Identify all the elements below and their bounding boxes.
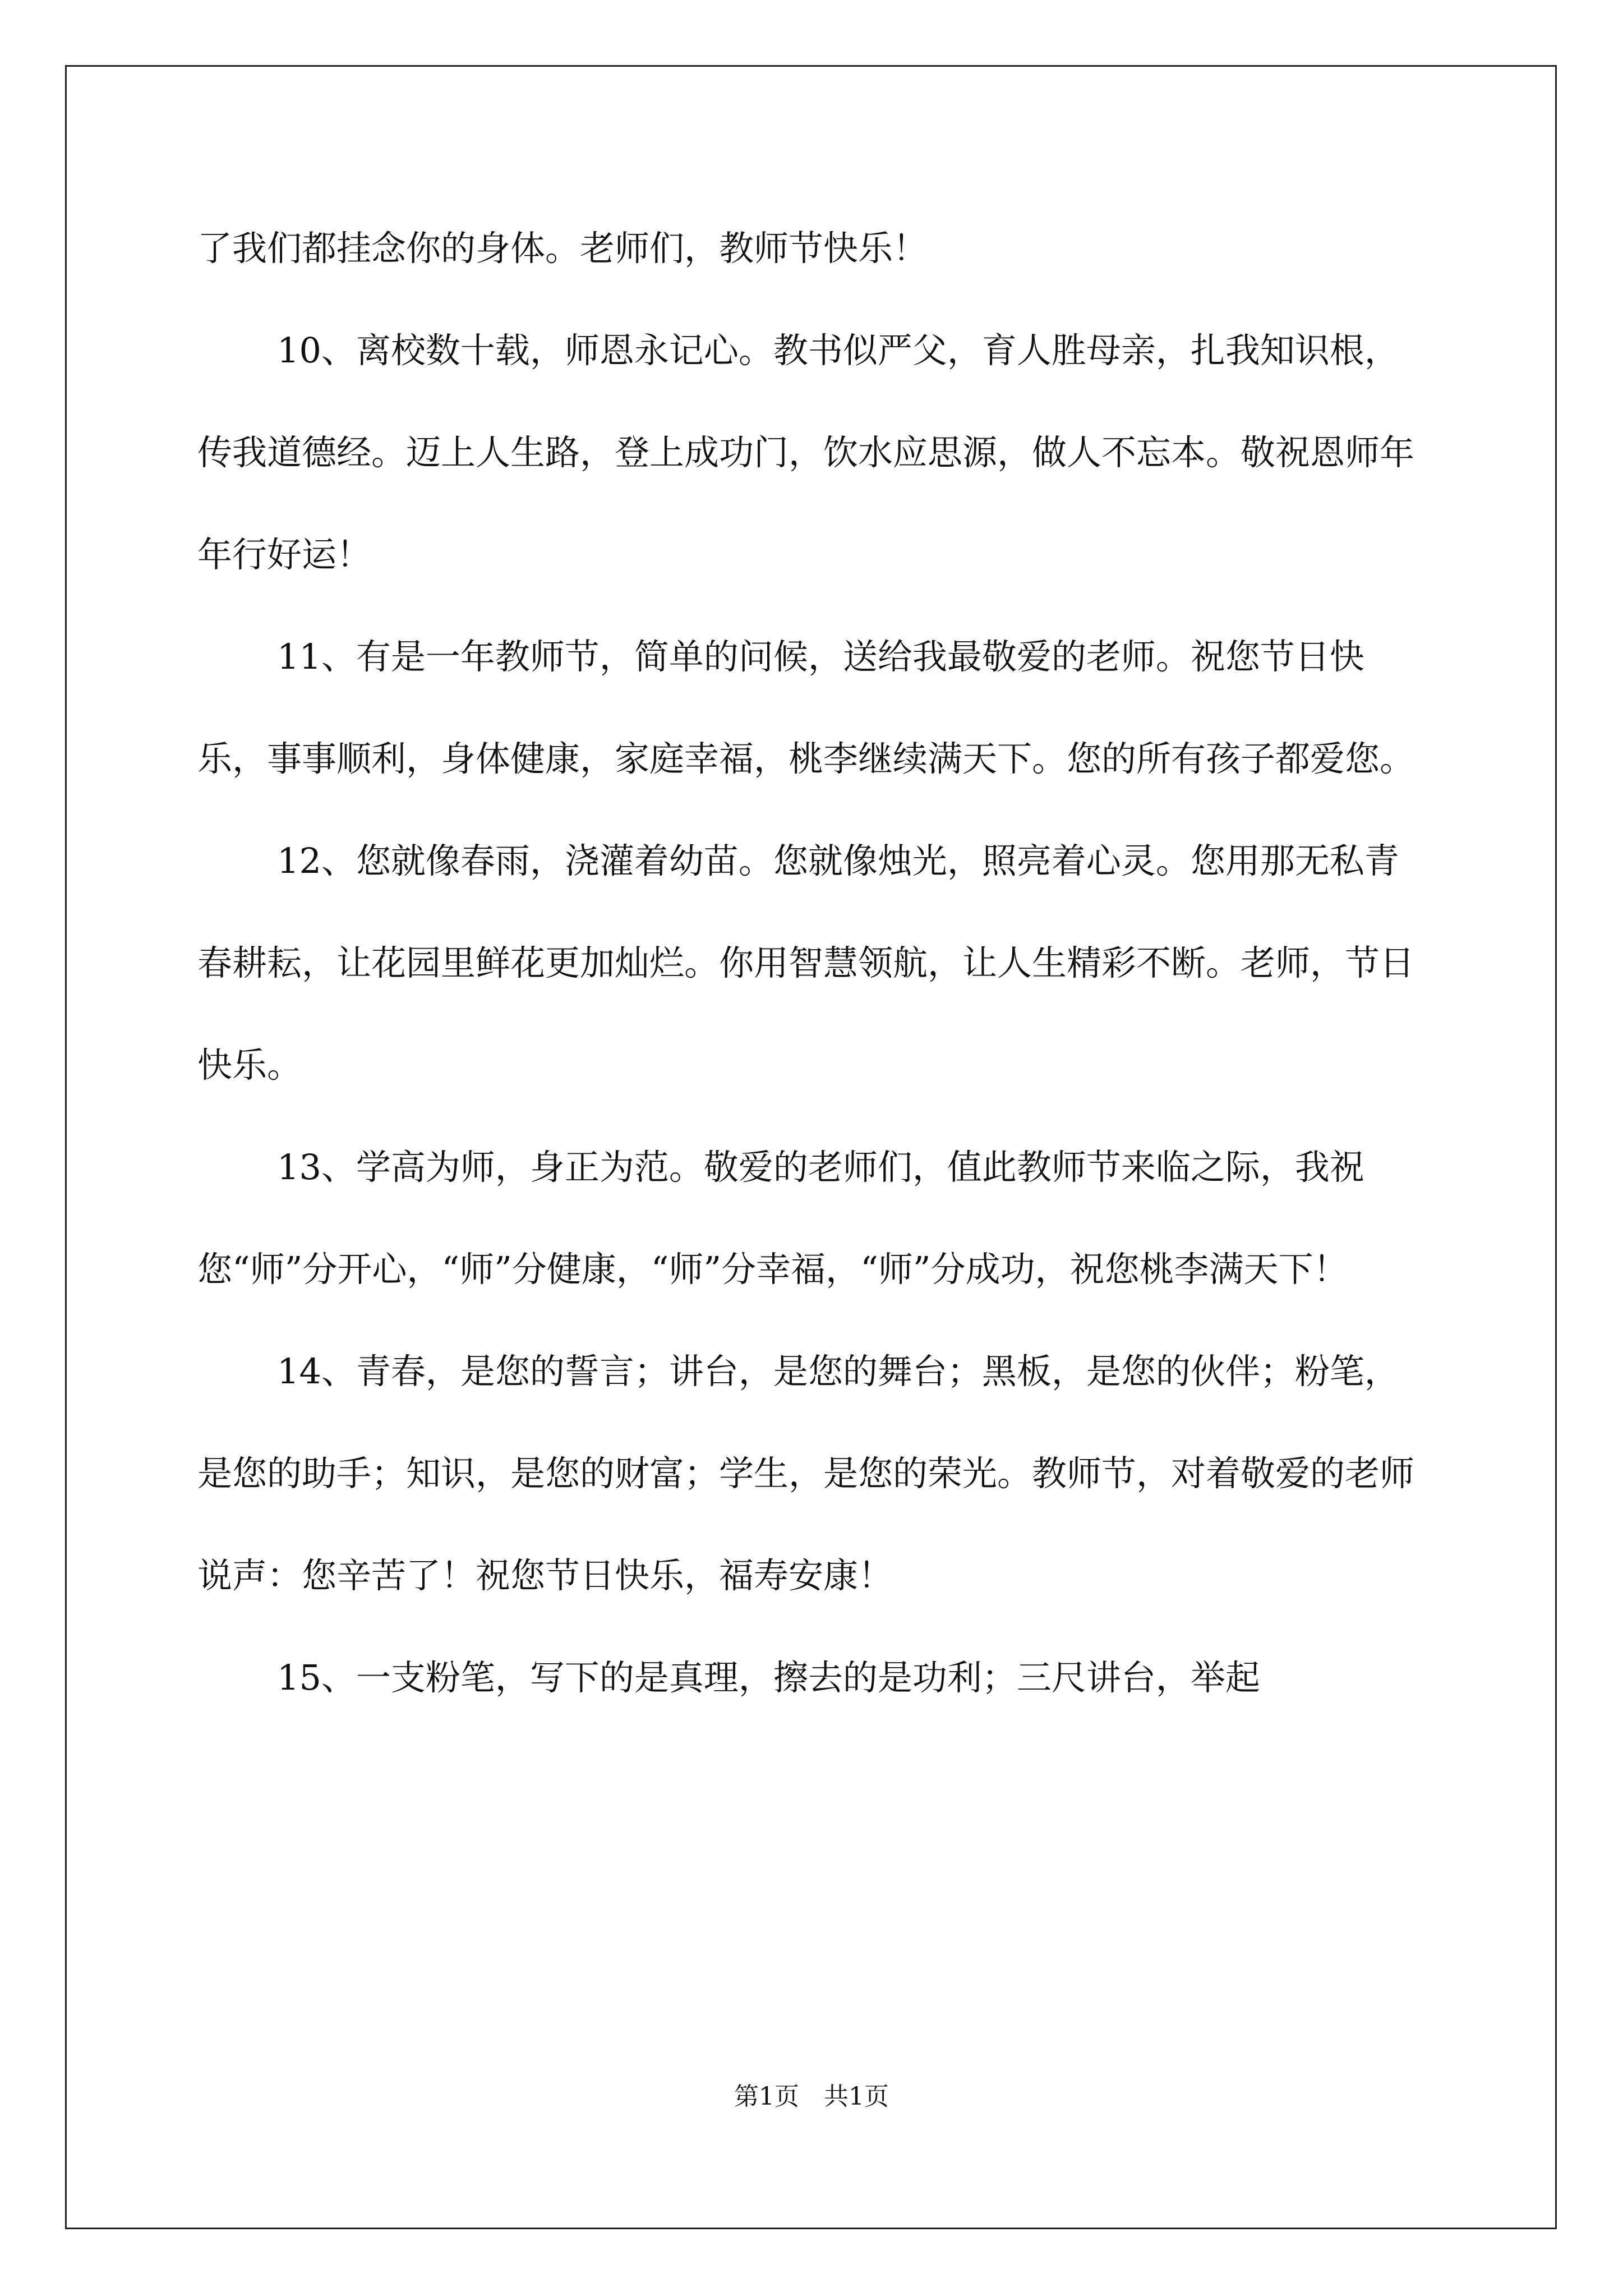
document-body bbox=[197, 197, 1426, 1729]
paragraph-item-12: 12、您就像春雨，浇灌着幼苗。您就像烛光，照亮着心灵。您用那无私青春耕耘，让花园里鲜花更加灿烂。你用智慧领航，让人生精彩不断。老师，节日快乐。 bbox=[197, 840, 1415, 1085]
page-footer bbox=[0, 2081, 1623, 2113]
paragraph-item-11: 11、有是一年教师节，简单的问候，送给我最敬爱的老师。祝您节日快乐，事事顺利，身体健康，家庭幸福，桃李继续满天下。您的所有孩子都爱您。 bbox=[197, 636, 1415, 779]
page-number: 第1页 bbox=[734, 2082, 799, 2111]
paragraph-item-13: 13、学高为师，身正为范。敬爱的老师们，值此教师节来临之际，我祝您“师”分开心，“师”分健康，“师”分幸福，“师”分成功，祝您桃李满天下！ bbox=[197, 1147, 1364, 1290]
paragraph-item-15: 15、一支粉笔，写下的是真理，擦去的是功利；三尺讲台，举起 bbox=[277, 1657, 1260, 1698]
paragraph-continuation: 了我们都挂念你的身体。老师们，教师节快乐！ bbox=[197, 228, 928, 269]
page-total: 共1页 bbox=[824, 2082, 889, 2111]
paragraph-item-14: 14、青春，是您的誓言；讲台，是您的舞台；黑板，是您的伙伴；粉笔，是您的助手；知识，是您的财富；学生，是您的荣光。教师节，对着敬爱的老师说声：您辛苦了！祝您节日快乐，福寿安康！ bbox=[197, 1351, 1415, 1596]
paragraph-item-10: 10、离校数十载，师恩永记心。教书似严父，育人胜母亲，扎我知识根，传我道德经。迈上人生路，登上成功门，饮水应思源，做人不忘本。敬祝恩师年年行好运！ bbox=[197, 330, 1415, 575]
